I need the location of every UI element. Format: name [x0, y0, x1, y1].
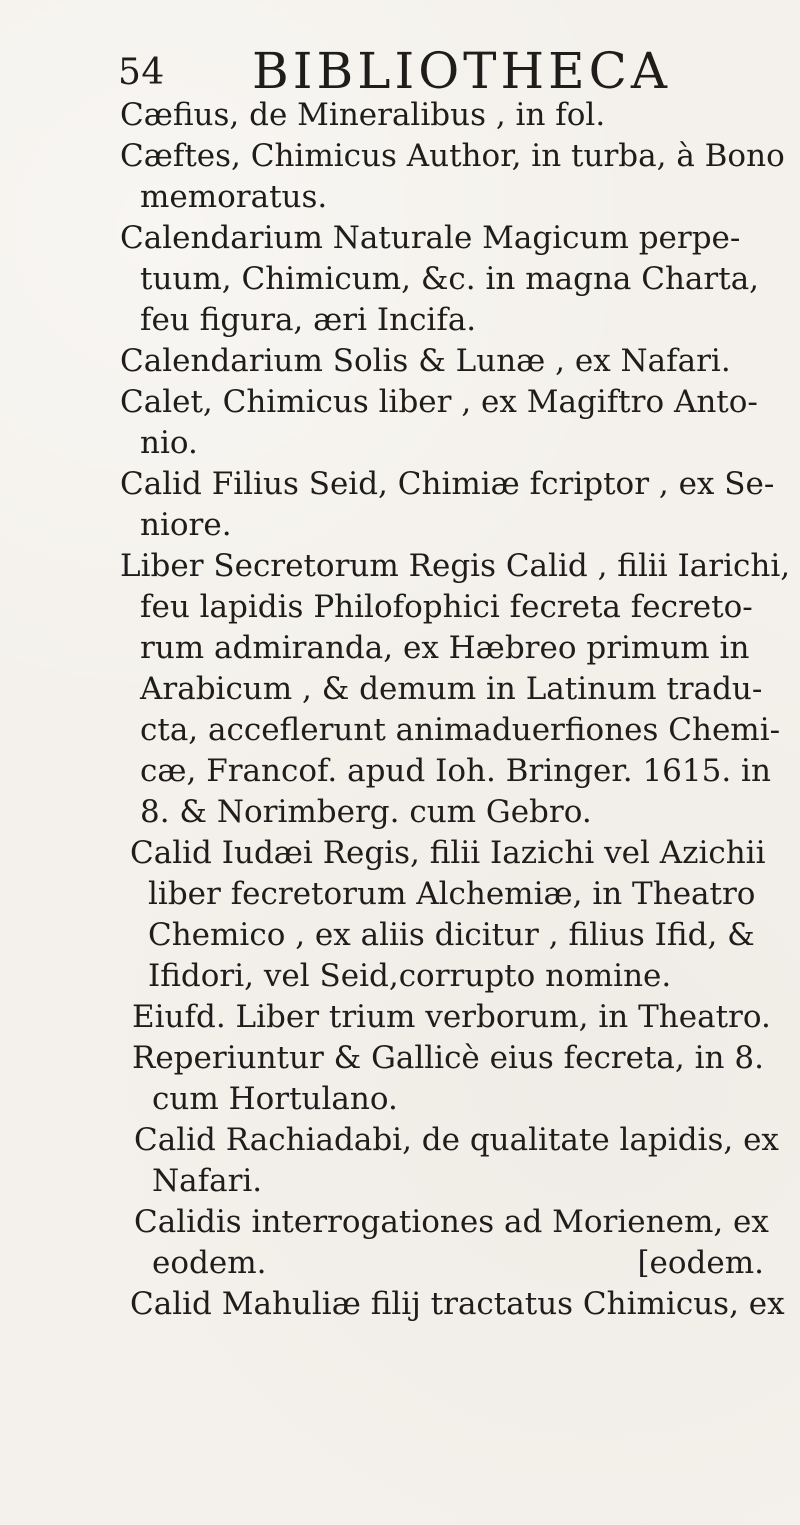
page-header: [118, 32, 678, 104]
text-line: 8. & Norimberg. cum Gebro.: [140, 794, 592, 830]
text-line: Calendarium Solis & Lunæ , ex Nafari.: [120, 343, 731, 379]
text-line: Cæfius, de Mineralibus , in fol.: [120, 97, 606, 133]
split-line-left: eodem.: [152, 1245, 267, 1281]
text-line: nio.: [140, 425, 198, 461]
text-line: tuum, Chimicum, &c. in magna Charta,: [140, 261, 760, 297]
text-line: Eiufd. Liber trium verborum, in Theatro.: [132, 999, 771, 1035]
text-line: cæ, Francof. apud Ioh. Bringer. 1615. in: [140, 753, 771, 789]
text-line: liber fecretorum Alchemiæ, in Theatro: [148, 876, 756, 912]
text-line: cum Hortulano.: [152, 1081, 398, 1117]
text-line: feu figura, æri Incifa.: [140, 302, 477, 338]
text-line: Chemico , ex aliis dicitur , filius Ifid, &: [148, 917, 755, 953]
text-line: Nafari.: [152, 1163, 263, 1199]
text-line: feu lapidis Philofophici fecreta fecreto-: [140, 589, 753, 625]
text-line: Liber Secretorum Regis Calid , filii Iarichi,: [120, 548, 791, 584]
text-line: Calid Rachiadabi, de qualitate lapidis, ex: [134, 1122, 779, 1158]
text-line: Calet, Chimicus liber , ex Magiftro Anto-: [120, 384, 758, 420]
text-line: niore.: [140, 507, 232, 543]
text-line: memoratus.: [140, 179, 328, 215]
bibliography-text: [120, 95, 791, 1325]
text-line: Calid Mahuliæ filij tractatus Chimicus, ex: [130, 1286, 785, 1322]
text-line: Reperiuntur & Gallicè eius fecreta, in 8.: [132, 1040, 764, 1076]
text-line: Arabicum , & demum in Latinum tradu-: [140, 671, 763, 707]
split-text-line: [120, 1243, 770, 1284]
text-line: Calidis interrogationes ad Morienem, ex: [134, 1204, 769, 1240]
running-head: BIBLIOTHECA: [252, 42, 671, 100]
text-line: Calid Iudæi Regis, filii Iazichi vel Azichii: [130, 835, 766, 871]
text-line: rum admiranda, ex Hæbreo primum in: [140, 630, 750, 666]
page-number: 54: [118, 52, 165, 93]
text-line: Ifidori, vel Seid,corrupto nomine.: [148, 958, 672, 994]
text-line: Cæftes, Chimicus Author, in turba, à Bono: [120, 138, 785, 174]
text-line: Calendarium Naturale Magicum perpe-: [120, 220, 741, 256]
text-line: Calid Filius Seid, Chimiæ fcriptor , ex Se-: [120, 466, 775, 502]
split-line-right: [eodem.: [637, 1245, 764, 1281]
text-line: cta, acceflerunt animaduerfiones Chemi-: [140, 712, 781, 748]
